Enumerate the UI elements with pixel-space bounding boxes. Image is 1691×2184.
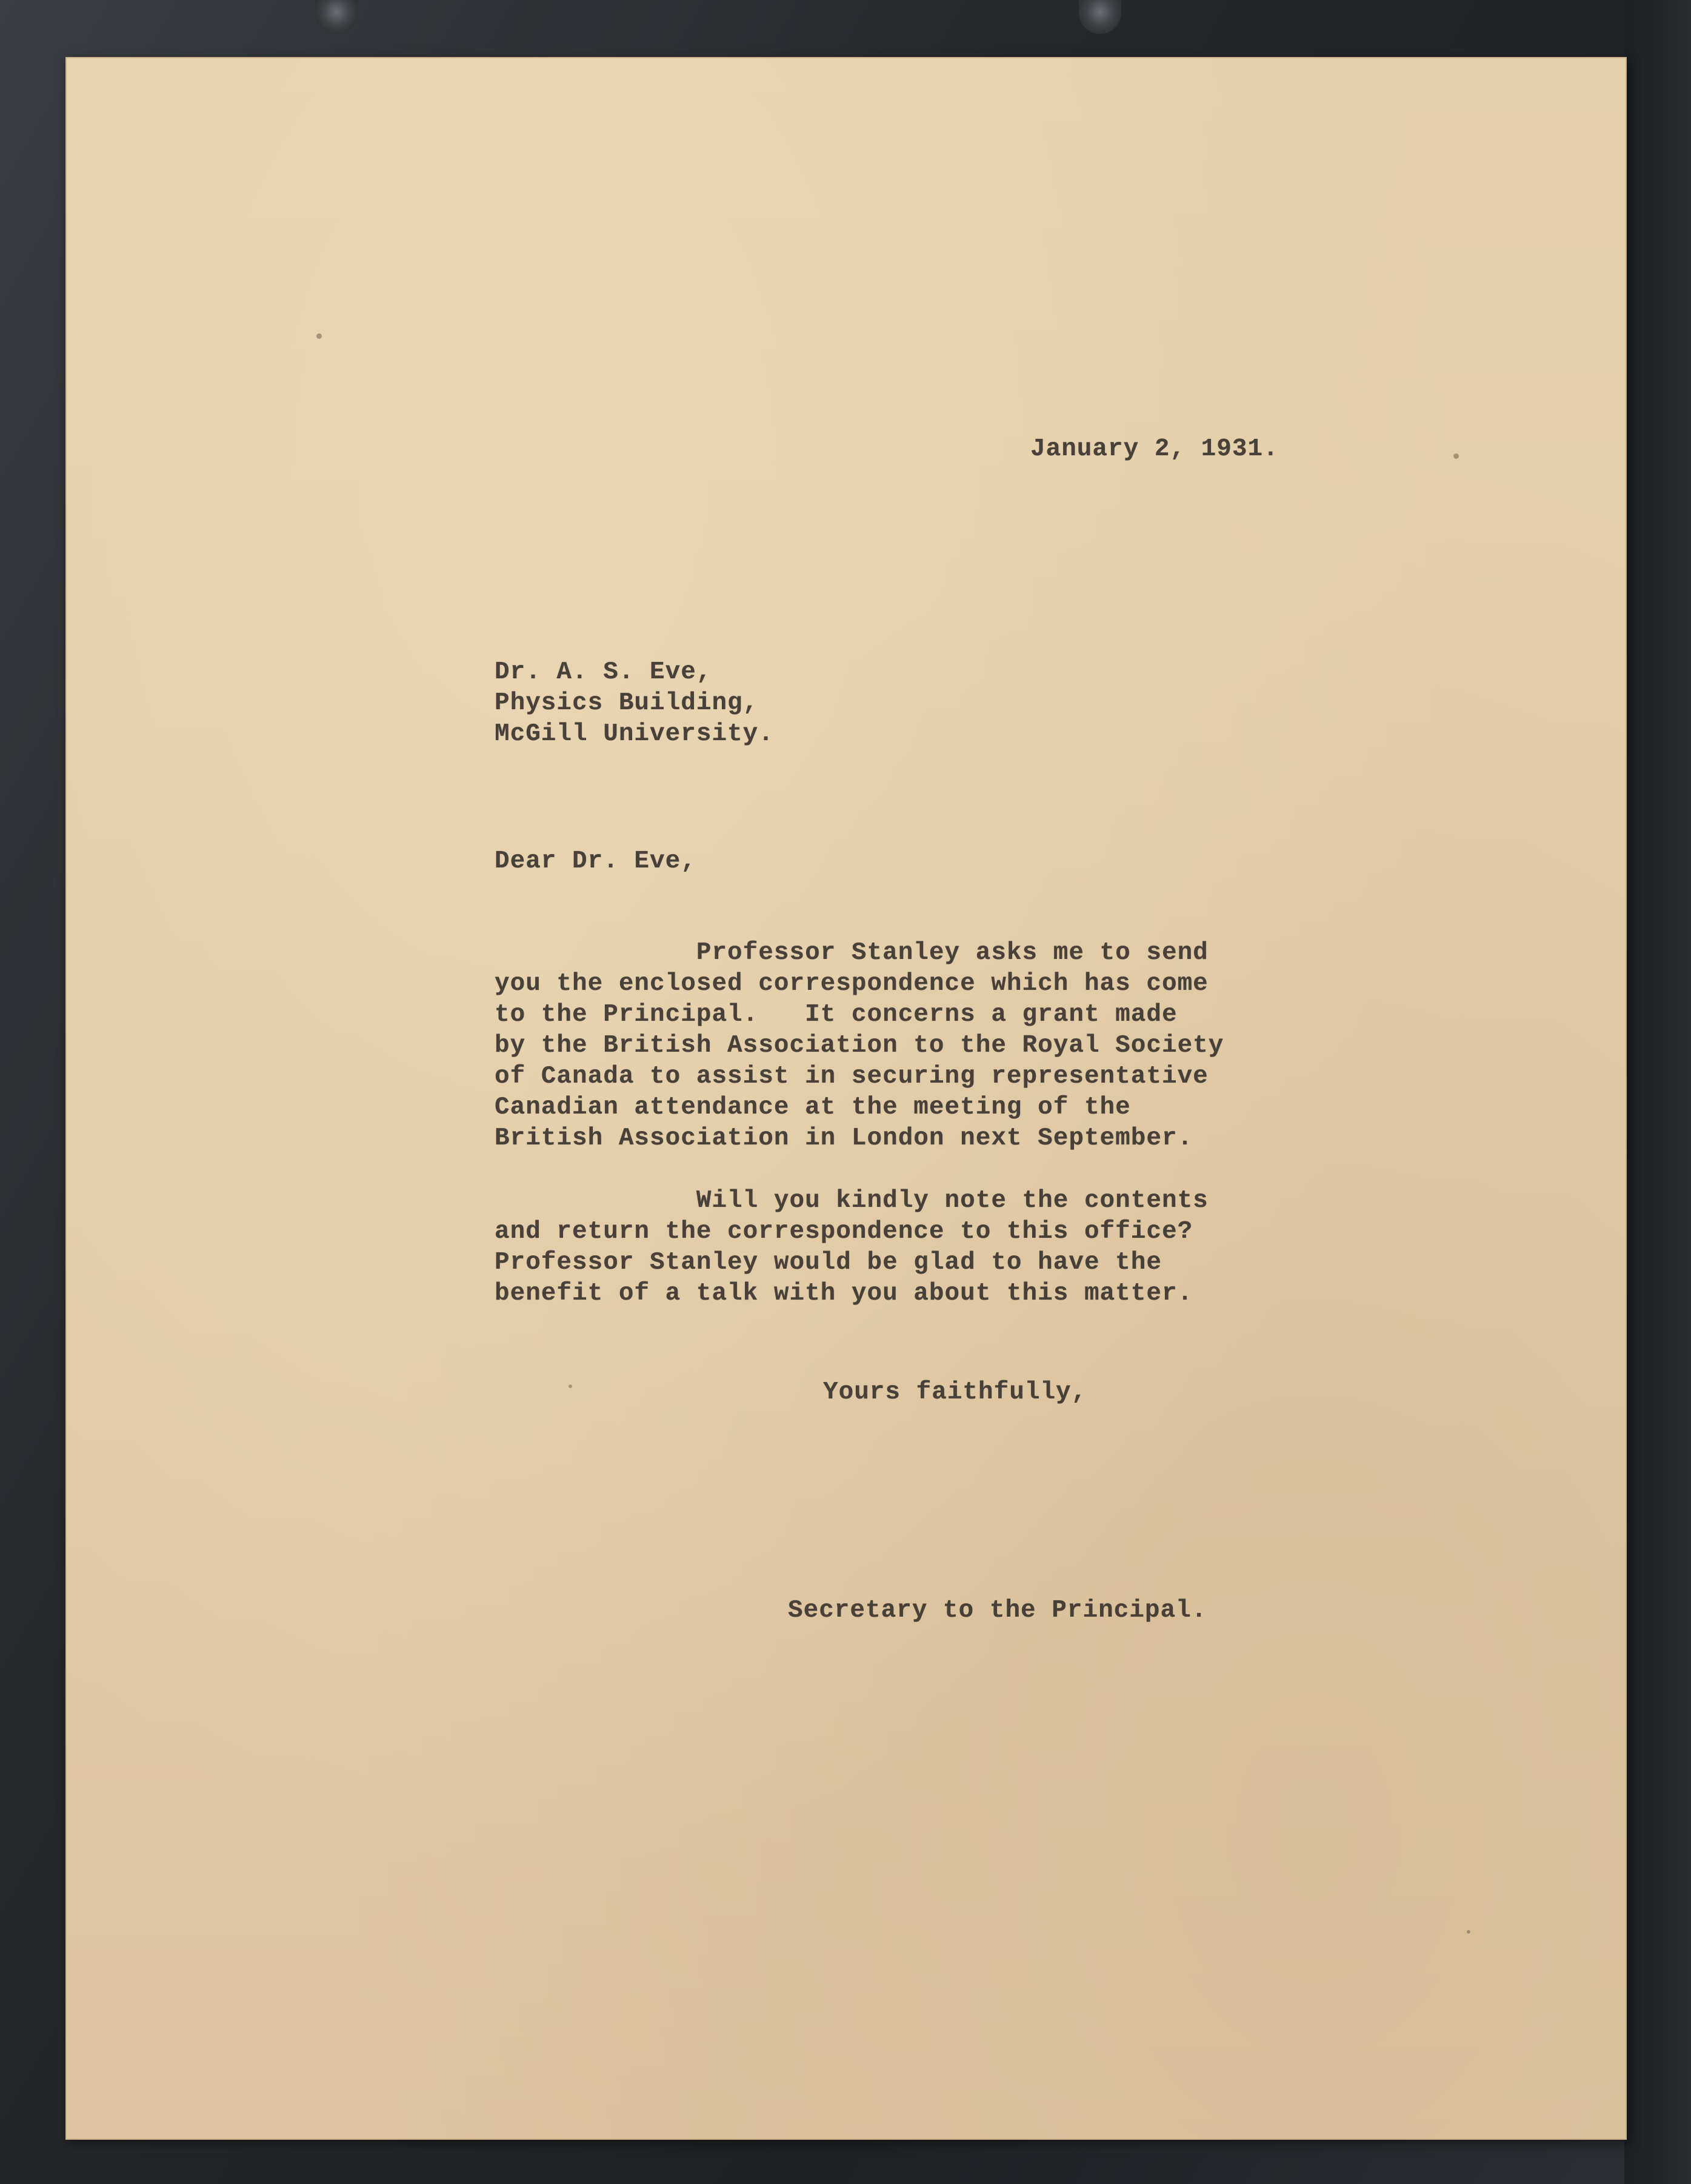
body-line: benefit of a talk with you about this matter. xyxy=(495,1280,1193,1307)
paper-speck xyxy=(1453,453,1459,459)
paper-speck xyxy=(1467,1930,1470,1934)
body-line: to the Principal. It concerns a grant made xyxy=(495,1001,1178,1029)
scan-backdrop-edge xyxy=(1624,0,1691,2184)
body-line: by the British Association to the Royal Society xyxy=(495,1032,1224,1060)
body-line: and return the correspondence to this office? xyxy=(495,1218,1193,1246)
paper-speck xyxy=(316,333,322,339)
body-line: Canadian attendance at the meeting of the xyxy=(495,1094,1131,1121)
body-line: Professor Stanley asks me to send xyxy=(495,939,1209,967)
closing: Yours faithfully, xyxy=(823,1378,1087,1406)
salutation: Dear Dr. Eve, xyxy=(495,847,696,875)
body-line: of Canada to assist in securing representative xyxy=(495,1063,1209,1090)
letter-page xyxy=(65,57,1627,2140)
recipient-line: McGill University. xyxy=(495,720,774,748)
body-line: Professor Stanley would be glad to have the xyxy=(495,1249,1162,1277)
body-line: Will you kindly note the contents xyxy=(495,1187,1209,1215)
recipient-line: Physics Building, xyxy=(495,689,759,717)
signature-title: Secretary to the Principal. xyxy=(788,1597,1207,1625)
recipient-line: Dr. A. S. Eve, xyxy=(495,658,712,686)
paper-speck xyxy=(569,1384,572,1388)
body-line: British Association in London next September. xyxy=(495,1124,1193,1152)
body-line: you the enclosed correspondence which has come xyxy=(495,970,1209,998)
letter-date: January 2, 1931. xyxy=(1030,435,1279,463)
